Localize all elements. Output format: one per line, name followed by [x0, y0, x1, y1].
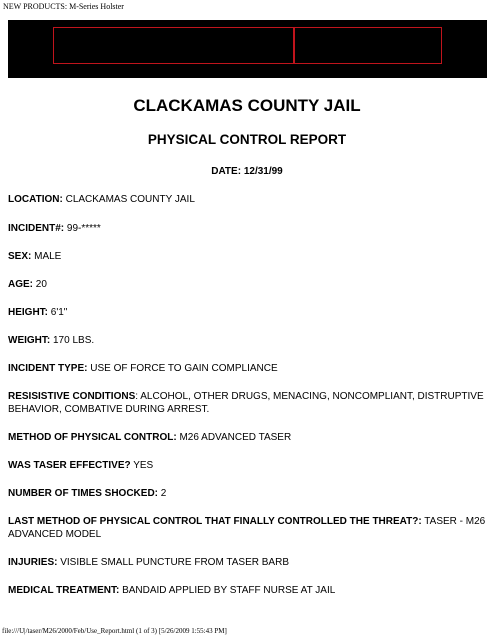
browser-print-footer: file:///U|/taser/M26/2000/Feb/Use_Report.html (1 of 3) [5/26/2009 1:55:43 PM]	[2, 627, 227, 635]
report-date: DATE: 12/31/99	[211, 166, 283, 177]
header-banner	[8, 20, 487, 78]
report-subtitle: PHYSICAL CONTROL REPORT	[147, 132, 347, 147]
field-method-of-control	[8, 431, 488, 444]
field-value: 2	[158, 488, 167, 499]
field-times-shocked	[8, 487, 488, 500]
field-label: LOCATION:	[8, 194, 63, 205]
field-value: CLACKAMAS COUNTY JAIL	[62, 194, 195, 205]
field-value: VISIBLE SMALL PUNCTURE FROM TASER BARB	[57, 557, 289, 568]
field-value: : ALCOHOL, OTHER DRUGS, MENACING, NONCOMPLIANT, DISTRUPTIVE BEHAVIOR, COMBATIVE DURING ARREST.	[8, 391, 484, 415]
field-label: INCIDENT#:	[8, 223, 65, 234]
field-label: AGE:	[8, 279, 33, 290]
browser-print-header: NEW PRODUCTS: M-Series Holster	[3, 2, 124, 11]
report-title: CLACKAMAS COUNTY JAIL	[133, 96, 361, 115]
field-incident-number	[8, 222, 488, 235]
field-label: HEIGHT:	[8, 307, 48, 318]
field-medical-treatment	[8, 584, 488, 597]
field-value: YES	[130, 460, 154, 471]
field-resistive-conditions	[8, 390, 488, 416]
field-sex	[8, 250, 488, 263]
field-value: 99-*****	[64, 223, 101, 234]
field-incident-type	[8, 362, 488, 375]
field-age	[8, 278, 488, 291]
banner-image-placeholder-left	[53, 27, 294, 64]
field-value: MALE	[31, 251, 62, 262]
field-label: SEX:	[8, 251, 32, 262]
field-label: NUMBER OF TIMES SHOCKED:	[8, 488, 158, 499]
field-location	[8, 193, 488, 206]
field-value: 20	[33, 279, 47, 290]
field-label: WAS TASER EFFECTIVE?	[8, 460, 131, 471]
field-value: M26 ADVANCED TASER	[176, 432, 292, 443]
field-label: MEDICAL TREATMENT:	[8, 585, 120, 596]
field-injuries	[8, 556, 488, 569]
field-label: RESISISTIVE CONDITIONS	[8, 391, 136, 402]
field-weight	[8, 334, 488, 347]
field-label: METHOD OF PHYSICAL CONTROL:	[8, 432, 177, 443]
field-label: LAST METHOD OF PHYSICAL CONTROL THAT FINALLY CONTROLLED THE THREAT?:	[8, 516, 422, 527]
field-value: 170 LBS.	[50, 335, 95, 346]
banner-image-placeholder-right	[294, 27, 442, 64]
field-label: WEIGHT:	[8, 335, 51, 346]
field-last-method	[8, 515, 488, 541]
field-label: INJURIES:	[8, 557, 58, 568]
field-taser-effective	[8, 459, 488, 472]
field-value: USE OF FORCE TO GAIN COMPLIANCE	[87, 363, 278, 374]
field-value: TASER - M26 ADVANCED MODEL	[8, 516, 486, 540]
field-value: BANDAID APPLIED BY STAFF NURSE AT JAIL	[119, 585, 336, 596]
field-height	[8, 306, 488, 319]
field-label: INCIDENT TYPE:	[8, 363, 88, 374]
field-value: 6'1"	[48, 307, 68, 318]
